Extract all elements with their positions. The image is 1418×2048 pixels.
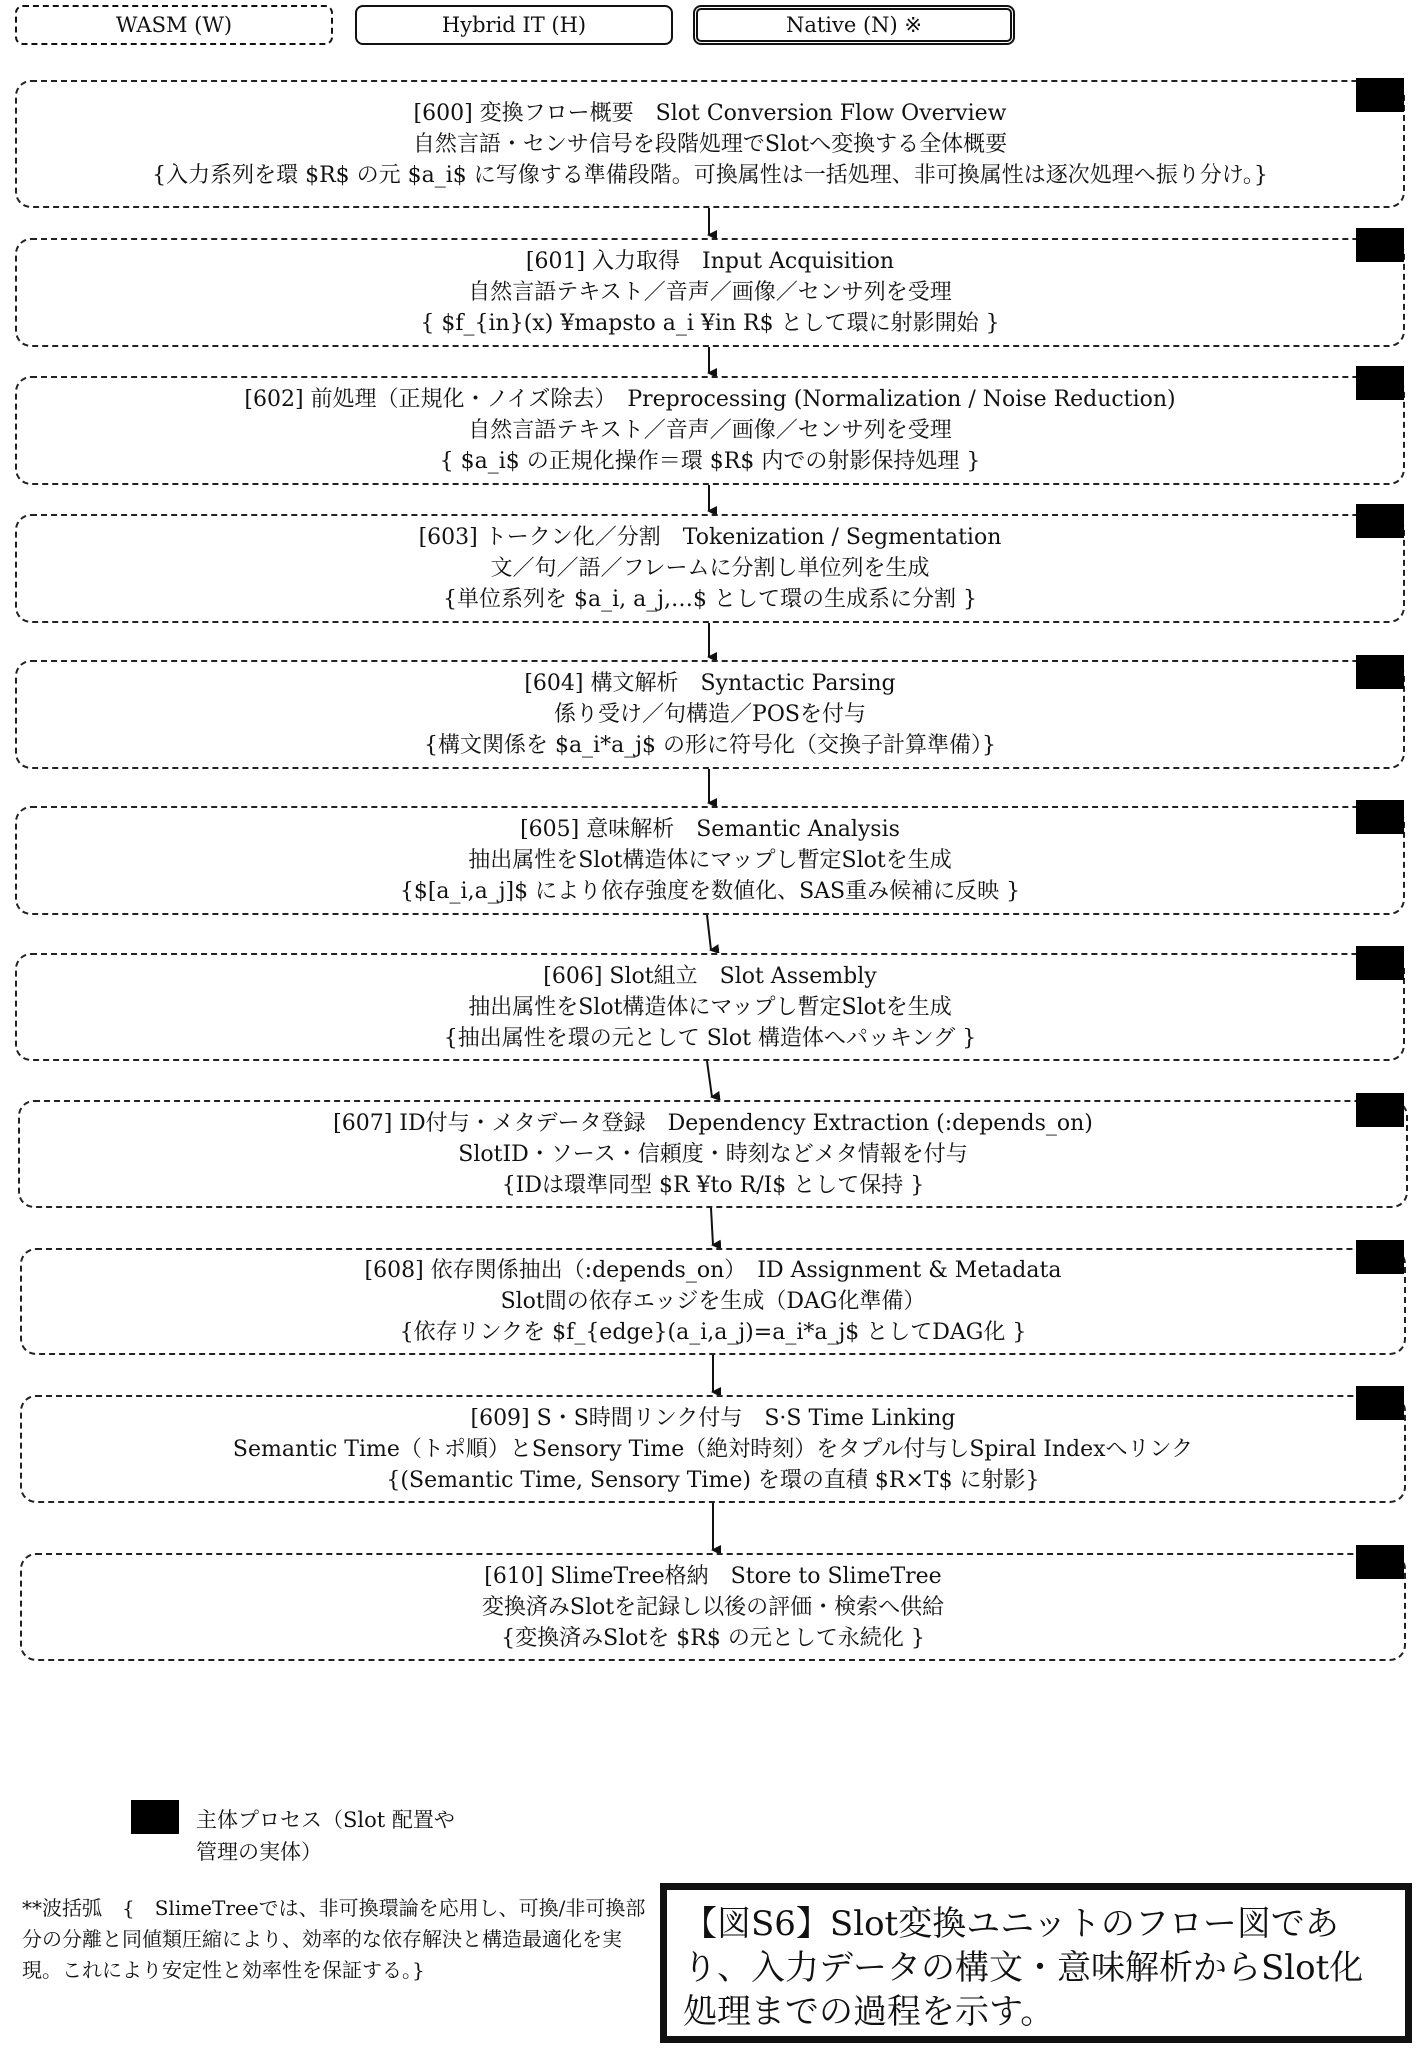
arrow-607-608 bbox=[711, 1208, 713, 1245]
step-605-title: [605] 意味解析 Semantic Analysis bbox=[520, 817, 900, 842]
mode-hybrid-label: Hybrid IT (H) bbox=[441, 13, 587, 37]
step-602-desc: 自然言語テキスト／音声／画像／センサ列を受理 bbox=[468, 418, 952, 443]
process-marker-609 bbox=[1356, 1386, 1404, 1420]
step-602-note: { $a_i$ の正規化操作＝環 $R$ 内での射影保持処理 } bbox=[439, 449, 981, 474]
flow-step-607 bbox=[18, 1100, 1408, 1208]
step-609-note: {(Semantic Time, Sensory Time) を環の直積 $R×T$ に射影} bbox=[386, 1467, 1040, 1493]
step-601-title: [601] 入力取得 Input Acquisition bbox=[525, 249, 895, 274]
flow-step-609 bbox=[20, 1395, 1406, 1503]
flow-step-610 bbox=[20, 1553, 1406, 1661]
step-600-note: {入力系列を環 $R$ の元 $a_i$ に写像する準備段階。可換属性は一括処理、非可換属性は逐次処理へ振り分け。} bbox=[152, 162, 1268, 188]
step-604-title: [604] 構文解析 Syntactic Parsing bbox=[524, 671, 896, 696]
step-600-desc: 自然言語・センサ信号を段階処理でSlotへ変換する全体概要 bbox=[412, 131, 1008, 157]
figure-caption: 【図S6】Slot変換ユニットのフロー図であり、入力データの構文・意味解析からSlot化処理までの過程を示す。 bbox=[660, 1883, 1412, 2043]
step-600-title: [600] 変換フロー概要 Slot Conversion Flow Overview bbox=[413, 100, 1007, 126]
mode-wasm-box bbox=[15, 5, 333, 45]
step-609-desc: Semantic Time（トポ順）とSensory Time（絶対時刻）をタプル付与しSpiral Indexへリンク bbox=[232, 1436, 1194, 1462]
flow-step-604 bbox=[15, 660, 1405, 769]
step-603-note: {単位系列を $a_i, a_j,…$ として環の生成系に分割 } bbox=[442, 587, 978, 612]
step-602-title: [602] 前処理（正規化・ノイズ除去） Preprocessing (Normalization / Noise Reduction) bbox=[244, 387, 1176, 412]
flow-step-603 bbox=[15, 514, 1405, 623]
mode-wasm-label: WASM (W) bbox=[115, 13, 233, 37]
flow-step-606 bbox=[15, 953, 1405, 1061]
process-marker-606 bbox=[1356, 946, 1404, 980]
step-603-desc: 文／句／語／フレームに分割し単位列を生成 bbox=[490, 556, 930, 581]
step-606-title: [606] Slot組立 Slot Assembly bbox=[543, 963, 877, 989]
step-606-desc: 抽出属性をSlot構造体にマップし暫定Slotを生成 bbox=[468, 994, 952, 1020]
process-marker-610 bbox=[1356, 1545, 1404, 1579]
mode-hybrid-box bbox=[355, 5, 673, 45]
step-608-desc: Slot間の依存エッジを生成（DAG化準備） bbox=[500, 1289, 926, 1314]
flow-step-605 bbox=[15, 806, 1405, 915]
mode-native-box bbox=[693, 5, 1015, 45]
process-marker-607 bbox=[1356, 1093, 1404, 1127]
step-604-desc: 係り受け／句構造／POSを付与 bbox=[554, 702, 866, 727]
step-610-note: {変換済みSlotを $R$ の元として永続化 } bbox=[501, 1625, 925, 1651]
step-608-title: [608] 依存関係抽出（:depends_on） ID Assignment & Metadata bbox=[364, 1258, 1062, 1283]
process-marker-601 bbox=[1356, 228, 1404, 262]
flow-step-608 bbox=[20, 1248, 1406, 1355]
step-610-title: [610] SlimeTree格納 Store to SlimeTree bbox=[484, 1563, 942, 1589]
process-marker-608 bbox=[1356, 1240, 1404, 1274]
step-610-desc: 変換済みSlotを記録し以後の評価・検索へ供給 bbox=[481, 1594, 945, 1620]
mode-native-label: Native (N) ※ bbox=[785, 13, 923, 37]
step-608-note: {依存リンクを $f_{edge}(a_i,a_j)=a_i*a_j$ としてDAG化 } bbox=[399, 1320, 1027, 1345]
arrow-605-606 bbox=[707, 915, 711, 950]
process-marker-600 bbox=[1356, 78, 1404, 112]
legend-label: 主体プロセス（Slot 配置や管理の実体） bbox=[196, 1808, 455, 1864]
step-607-note: {IDは環準同型 $R ¥to R/I$ として保持 } bbox=[501, 1172, 925, 1198]
flow-step-602 bbox=[15, 376, 1405, 485]
flow-step-600 bbox=[15, 80, 1405, 208]
step-607-desc: SlotID・ソース・信頼度・時刻などメタ情報を付与 bbox=[458, 1141, 968, 1167]
step-601-note: { $f_{in}(x) ¥mapsto a_i ¥in R$ として環に射影開始 } bbox=[420, 311, 1000, 336]
step-601-desc: 自然言語テキスト／音声／画像／センサ列を受理 bbox=[468, 280, 952, 305]
step-605-note: {$[a_i,a_j]$ により依存強度を数値化、SAS重み候補に反映 } bbox=[399, 879, 1021, 904]
step-604-note: {構文関係を $a_i*a_j$ の形に符号化（交換子計算準備）} bbox=[423, 733, 997, 758]
flow-step-601 bbox=[15, 238, 1405, 347]
step-603-title: [603] トークン化／分割 Tokenization / Segmentation bbox=[418, 525, 1002, 550]
process-marker-602 bbox=[1356, 366, 1404, 400]
step-606-note: {抽出属性を環の元として Slot 構造体へパッキング } bbox=[443, 1025, 977, 1051]
process-marker-604 bbox=[1356, 655, 1404, 689]
step-605-desc: 抽出属性をSlot構造体にマップし暫定Slotを生成 bbox=[468, 848, 952, 873]
footnote: **波括弧 { SlimeTreeでは、非可換環論を応用し、可換/非可換部分の分離と同値類圧縮により、効率的な依存解決と構造最適化を実現。これにより安定性と効率性を保証する。} bbox=[22, 1896, 646, 1982]
legend-swatch bbox=[131, 1800, 179, 1834]
process-marker-603 bbox=[1356, 504, 1404, 538]
step-609-title: [609] S・S時間リンク付与 S·S Time Linking bbox=[470, 1405, 956, 1431]
arrow-606-607 bbox=[707, 1061, 712, 1097]
process-marker-605 bbox=[1356, 800, 1404, 834]
step-607-title: [607] ID付与・メタデータ登録 Dependency Extraction (:depends_on) bbox=[333, 1110, 1093, 1136]
